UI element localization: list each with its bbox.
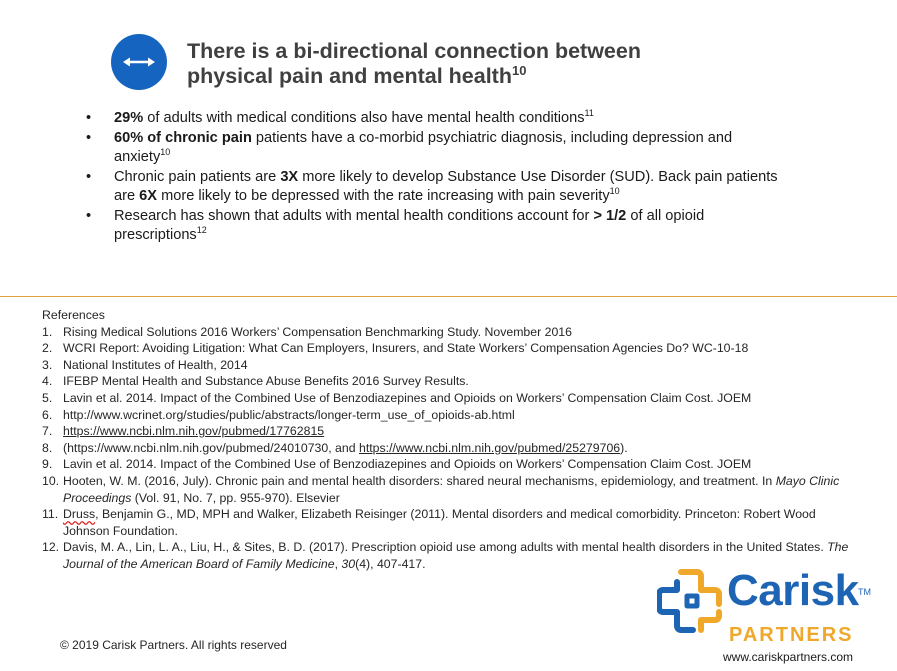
logo-subtitle: PARTNERS	[729, 624, 854, 646]
reference-link[interactable]: https://www.ncbi.nlm.nih.gov/pubmed/25279706	[359, 440, 621, 455]
reference-item: 8. (https://www.ncbi.nlm.nih.gov/pubmed/24010730, and https://www.ncbi.nlm.nih.gov/pubmed/25279706).	[42, 440, 628, 455]
reference-item: 1. Rising Medical Solutions 2016 Workers’ Compensation Benchmarking Study. November 2016	[42, 324, 572, 339]
slide-title	[187, 39, 747, 89]
reference-item: 10. Hooten, W. M. (2016, July). Chronic pain and mental health disorders: shared neural mechanisms, epidemiology, and treatment. In Mayo Clinic Proceedings (Vol. 91, No. 7, pp. 955-970). Elsevier	[42, 473, 840, 505]
bullet-item: • 29% of adults with medical conditions also have mental health conditions$^{11}$	[86, 109, 786, 129]
reference-item: 5. Lavin et al. 2014. Impact of the Combined Use of Benzodiazepines and Opioids on Workers’ Compensation Claim Cost. JOEM	[42, 390, 752, 405]
copyright-text: © 2019 Carisk Partners. All rights reserved	[60, 638, 287, 652]
bidirectional-arrow-icon	[111, 34, 167, 90]
key-points-list	[86, 109, 786, 246]
website-url: www.cariskpartners.com	[723, 650, 854, 664]
references-title: References	[42, 308, 105, 322]
carisk-logo	[655, 560, 885, 650]
reference-item: 11. Druss, Benjamin G., MD, MPH and Walker, Elizabeth Reisinger (2011). Mental disorders and medical comorbidity. Princeton: Robert Wood Johnson Foundation.	[42, 507, 816, 538]
logo-wordmark: Carisk	[727, 566, 859, 615]
section-divider	[0, 296, 897, 297]
title-line-2: physical pain and mental health$^{10}$	[187, 63, 527, 88]
reference-item: 6. http://www.wcrinet.org/studies/public/abstracts/longer-term_use_of_opioids-ab.html	[42, 407, 515, 422]
references-list	[42, 324, 862, 573]
reference-item: 9. Lavin et al. 2014. Impact of the Combined Use of Benzodiazepines and Opioids on Workers’ Compensation Claim Cost. JOEM	[42, 457, 752, 472]
reference-item: 2. WCRI Report: Avoiding Litigation: What Can Employers, Insurers, and State Workers’ Compensation Agencies Do? WC-10-18	[42, 341, 749, 356]
logo-trademark: TM	[858, 587, 871, 597]
references-section	[42, 307, 862, 573]
carisk-cross-icon	[657, 566, 727, 636]
bullet-item: • Chronic pain patients are 3X more likely to develop Substance Use Disorder (SUD). Back pain patients are 6X more likely to be depressed with the rate increasing with pain severity$^{10}$	[86, 168, 786, 207]
reference-item: 7. https://www.ncbi.nlm.nih.gov/pubmed/17762815	[42, 424, 325, 439]
spellcheck-word: Druss	[63, 507, 96, 522]
reference-item: 12. Davis, M. A., Lin, L. A., Liu, H., & Sites, B. D. (2017). Prescription opioid use among adults with mental health disorders in the United States. The Journal of the American Board of Family Medicine, 30(4), 407-417.	[42, 540, 849, 571]
bullet-item: • Research has shown that adults with mental health conditions account for > 1/2 of all opioid prescriptions$^{12}$	[86, 207, 786, 246]
bullet-item: • 60% of chronic pain patients have a co-morbid psychiatric diagnosis, including depression and anxiety$^{10}$	[86, 129, 786, 168]
reference-item: 3. National Institutes of Health, 2014	[42, 357, 248, 372]
reference-item: 4. IFEBP Mental Health and Substance Abuse Benefits 2016 Survey Results.	[42, 374, 469, 389]
title-line-1: There is a bi-directional connection between	[187, 39, 641, 63]
title-citation: 10	[511, 63, 527, 78]
reference-link[interactable]: https://www.ncbi.nlm.nih.gov/pubmed/17762815	[63, 424, 325, 439]
